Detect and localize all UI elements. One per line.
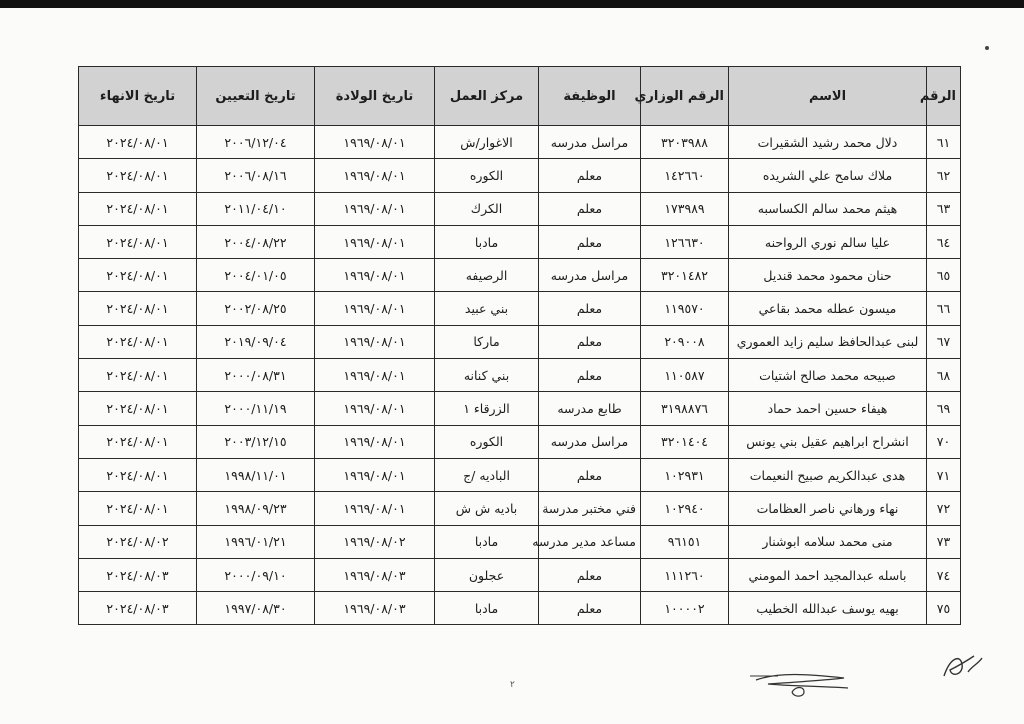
cell-num: ٧٣	[927, 525, 961, 558]
cell-birth-date: ١٩٦٩/٠٨/٠١	[315, 292, 435, 325]
cell-birth-date: ١٩٦٩/٠٨/٠١	[315, 192, 435, 225]
signature-scribble	[748, 666, 858, 700]
table-row	[79, 259, 961, 292]
cell-end-date: ٢٠٢٤/٠٨/٠١	[79, 425, 197, 458]
cell-ministry-id: ٣٢٠٣٩٨٨	[641, 126, 729, 159]
cell-hire-date: ٢٠٠٦/١٢/٠٤	[197, 126, 315, 159]
cell-ministry-id: ٩٦١٥١	[641, 525, 729, 558]
cell-hire-date: ٢٠٠٤/٠١/٠٥	[197, 259, 315, 292]
cell-workplace: الزرقاء ١	[435, 392, 539, 425]
cell-job: معلم	[539, 325, 641, 358]
cell-workplace: عجلون	[435, 558, 539, 591]
cell-num: ٦٣	[927, 192, 961, 225]
cell-name: ميسون عطله محمد بقاعي	[729, 292, 927, 325]
cell-workplace: الاغوار/ش	[435, 126, 539, 159]
cell-end-date: ٢٠٢٤/٠٨/٠٣	[79, 558, 197, 591]
cell-birth-date: ١٩٦٩/٠٨/٠١	[315, 225, 435, 258]
cell-end-date: ٢٠٢٤/٠٨/٠١	[79, 159, 197, 192]
cell-birth-date: ١٩٦٩/٠٨/٠١	[315, 392, 435, 425]
cell-name: هدى عبدالكريم صبيح النعيمات	[729, 458, 927, 491]
cell-num: ٧٢	[927, 492, 961, 525]
cell-birth-date: ١٩٦٩/٠٨/٠١	[315, 126, 435, 159]
table-row	[79, 159, 961, 192]
cell-name: منى محمد سلامه ابوشنار	[729, 525, 927, 558]
header-workplace: مركز العمل	[435, 67, 539, 126]
cell-ministry-id: ١٠٢٩٣١	[641, 458, 729, 491]
header-end-date: تاريخ الانهاء	[79, 67, 197, 126]
table-row	[79, 492, 961, 525]
cell-hire-date: ٢٠٠٤/٠٨/٢٢	[197, 225, 315, 258]
cell-hire-date: ٢٠٠٢/٠٨/٢٥	[197, 292, 315, 325]
initials-signature	[938, 648, 988, 684]
cell-hire-date: ١٩٩٦/٠١/٢١	[197, 525, 315, 558]
cell-workplace: الكوره	[435, 425, 539, 458]
cell-name: عليا سالم نوري الرواحنه	[729, 225, 927, 258]
employee-table	[78, 66, 961, 625]
cell-end-date: ٢٠٢٤/٠٨/٠٣	[79, 592, 197, 625]
cell-num: ٦٨	[927, 359, 961, 392]
cell-end-date: ٢٠٢٤/٠٨/٠١	[79, 359, 197, 392]
cell-hire-date: ١٩٩٨/٠٩/٢٣	[197, 492, 315, 525]
cell-num: ٧٥	[927, 592, 961, 625]
cell-num: ٧٤	[927, 558, 961, 591]
header-ministry-id: الرقم الوزاري	[641, 67, 729, 126]
table-row	[79, 359, 961, 392]
table-row	[79, 392, 961, 425]
cell-job: معلم	[539, 292, 641, 325]
cell-birth-date: ١٩٦٩/٠٨/٠١	[315, 325, 435, 358]
cell-hire-date: ١٩٩٧/٠٨/٣٠	[197, 592, 315, 625]
cell-birth-date: ١٩٦٩/٠٨/٠١	[315, 159, 435, 192]
header-hire-date: تاريخ التعيين	[197, 67, 315, 126]
cell-hire-date: ٢٠٠٠/٠٨/٣١	[197, 359, 315, 392]
cell-birth-date: ١٩٦٩/٠٨/٠٢	[315, 525, 435, 558]
cell-ministry-id: ١٠٢٩٤٠	[641, 492, 729, 525]
cell-hire-date: ١٩٩٨/١١/٠١	[197, 458, 315, 491]
cell-name: باسله عبدالمجيد احمد المومني	[729, 558, 927, 591]
header-name: الاسم	[729, 67, 927, 126]
cell-ministry-id: ٣٢٠١٤٨٢	[641, 259, 729, 292]
header-birth-date: تاريخ الولادة	[315, 67, 435, 126]
table-header-row	[79, 67, 961, 126]
cell-name: صبيحه محمد صالح اشتيات	[729, 359, 927, 392]
cell-job: معلم	[539, 359, 641, 392]
cell-hire-date: ٢٠٠٠/١١/١٩	[197, 392, 315, 425]
cell-workplace: باديه ش ش	[435, 492, 539, 525]
cell-end-date: ٢٠٢٤/٠٨/٠١	[79, 126, 197, 159]
cell-birth-date: ١٩٦٩/٠٨/٠١	[315, 259, 435, 292]
header-job: الوظيفة	[539, 67, 641, 126]
table-row	[79, 558, 961, 591]
table-row	[79, 192, 961, 225]
cell-workplace: مادبا	[435, 225, 539, 258]
cell-hire-date: ٢٠٠٣/١٢/١٥	[197, 425, 315, 458]
cell-ministry-id: ١٤٢٦٦٠	[641, 159, 729, 192]
cell-num: ٦٩	[927, 392, 961, 425]
cell-ministry-id: ٢٠٩٠٠٨	[641, 325, 729, 358]
cell-job: مساعد مدير مدرسه	[539, 525, 641, 558]
table-row	[79, 292, 961, 325]
cell-workplace: الباديه /ج	[435, 458, 539, 491]
header-num: الرقم	[927, 67, 961, 126]
cell-end-date: ٢٠٢٤/٠٨/٠١	[79, 225, 197, 258]
page-number: ٢	[510, 680, 515, 690]
cell-workplace: الرصيفه	[435, 259, 539, 292]
cell-ministry-id: ١١١٢٦٠	[641, 558, 729, 591]
cell-ministry-id: ٣١٩٨٨٧٦	[641, 392, 729, 425]
cell-end-date: ٢٠٢٤/٠٨/٠١	[79, 392, 197, 425]
cell-job: مراسل مدرسه	[539, 126, 641, 159]
cell-name: انشراح ابراهيم عقيل بني يونس	[729, 425, 927, 458]
cell-end-date: ٢٠٢٤/٠٨/٠٢	[79, 525, 197, 558]
cell-job: فني مختبر مدرسة	[539, 492, 641, 525]
cell-ministry-id: ١٧٣٩٨٩	[641, 192, 729, 225]
cell-workplace: بني عبيد	[435, 292, 539, 325]
cell-name: دلال محمد رشيد الشقيرات	[729, 126, 927, 159]
cell-job: طابع مدرسه	[539, 392, 641, 425]
cell-num: ٧١	[927, 458, 961, 491]
cell-num: ٦٥	[927, 259, 961, 292]
cell-end-date: ٢٠٢٤/٠٨/٠١	[79, 292, 197, 325]
cell-name: ملاك سامح علي الشريده	[729, 159, 927, 192]
cell-name: هيفاء حسين احمد حماد	[729, 392, 927, 425]
cell-job: معلم	[539, 225, 641, 258]
cell-name: نهاء ورهاني ناصر العظامات	[729, 492, 927, 525]
table-row	[79, 592, 961, 625]
cell-job: معلم	[539, 592, 641, 625]
cell-name: هيثم محمد سالم الكساسبه	[729, 192, 927, 225]
cell-ministry-id: ١٢٦٦٣٠	[641, 225, 729, 258]
cell-birth-date: ١٩٦٩/٠٨/٠٣	[315, 558, 435, 591]
cell-num: ٦٢	[927, 159, 961, 192]
cell-num: ٦١	[927, 126, 961, 159]
cell-end-date: ٢٠٢٤/٠٨/٠١	[79, 492, 197, 525]
cell-job: مراسل مدرسه	[539, 259, 641, 292]
cell-hire-date: ٢٠٠٠/٠٩/١٠	[197, 558, 315, 591]
cell-ministry-id: ١١٩٥٧٠	[641, 292, 729, 325]
top-edge-bar	[0, 0, 1024, 8]
table-row	[79, 425, 961, 458]
cell-workplace: الكوره	[435, 159, 539, 192]
cell-num: ٧٠	[927, 425, 961, 458]
table-row	[79, 225, 961, 258]
cell-num: ٦٧	[927, 325, 961, 358]
cell-ministry-id: ١٠٠٠٠٢	[641, 592, 729, 625]
cell-workplace: الكرك	[435, 192, 539, 225]
table-row	[79, 126, 961, 159]
cell-name: حنان محمود محمد قنديل	[729, 259, 927, 292]
cell-birth-date: ١٩٦٩/٠٨/٠١	[315, 425, 435, 458]
cell-end-date: ٢٠٢٤/٠٨/٠١	[79, 259, 197, 292]
cell-end-date: ٢٠٢٤/٠٨/٠١	[79, 325, 197, 358]
cell-hire-date: ٢٠١٩/٠٩/٠٤	[197, 325, 315, 358]
cell-ministry-id: ٣٢٠١٤٠٤	[641, 425, 729, 458]
cell-workplace: مادبا	[435, 592, 539, 625]
cell-birth-date: ١٩٦٩/٠٨/٠١	[315, 359, 435, 392]
table-row	[79, 525, 961, 558]
cell-num: ٦٦	[927, 292, 961, 325]
scan-speck	[985, 46, 989, 50]
cell-job: معلم	[539, 192, 641, 225]
cell-end-date: ٢٠٢٤/٠٨/٠١	[79, 458, 197, 491]
cell-end-date: ٢٠٢٤/٠٨/٠١	[79, 192, 197, 225]
cell-birth-date: ١٩٦٩/٠٨/٠٣	[315, 592, 435, 625]
cell-name: لبنى عبدالحافظ سليم زايد العموري	[729, 325, 927, 358]
table-row	[79, 458, 961, 491]
cell-workplace: ماركا	[435, 325, 539, 358]
cell-birth-date: ١٩٦٩/٠٨/٠١	[315, 458, 435, 491]
cell-hire-date: ٢٠١١/٠٤/١٠	[197, 192, 315, 225]
cell-num: ٦٤	[927, 225, 961, 258]
cell-job: معلم	[539, 458, 641, 491]
cell-ministry-id: ١١٠٥٨٧	[641, 359, 729, 392]
table-row	[79, 325, 961, 358]
cell-workplace: مادبا	[435, 525, 539, 558]
cell-birth-date: ١٩٦٩/٠٨/٠١	[315, 492, 435, 525]
cell-job: معلم	[539, 558, 641, 591]
cell-hire-date: ٢٠٠٦/٠٨/١٦	[197, 159, 315, 192]
cell-job: مراسل مدرسه	[539, 425, 641, 458]
cell-workplace: بني كنانه	[435, 359, 539, 392]
cell-name: بهيه يوسف عبدالله الخطيب	[729, 592, 927, 625]
cell-job: معلم	[539, 159, 641, 192]
